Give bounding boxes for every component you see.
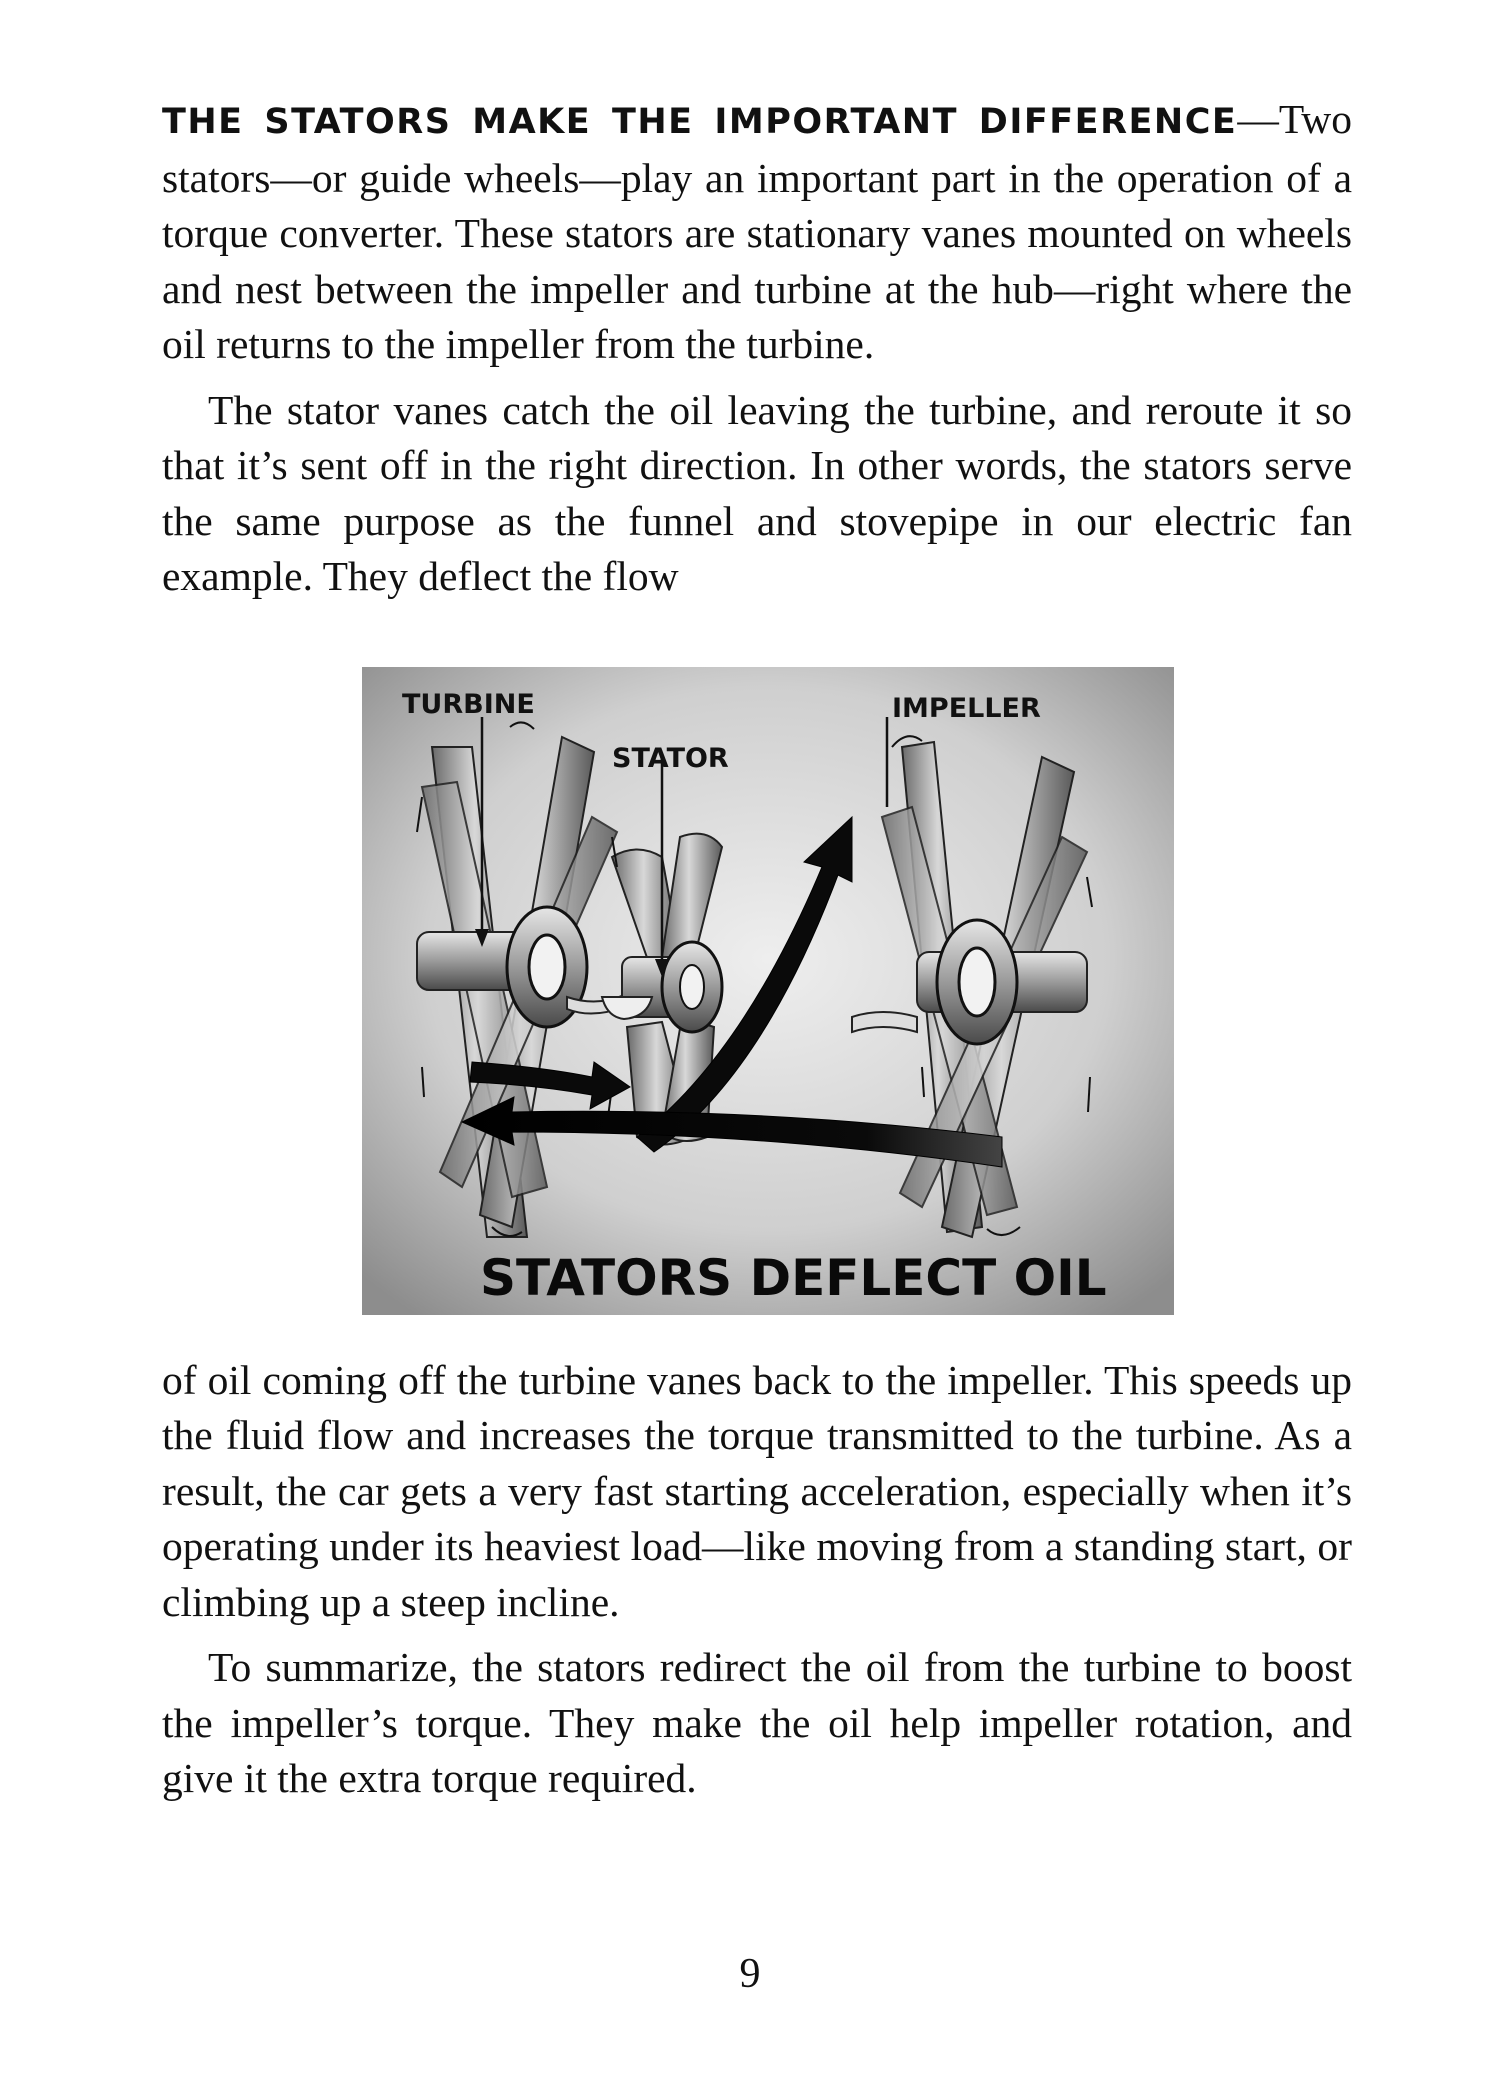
label-turbine: TURBINE	[402, 688, 535, 720]
illustration-graphic	[362, 667, 1174, 1315]
paragraph-2: The stator vanes catch the oil leaving the turbine, and reroute it so that it’s sent off in the right direction. In other words, the stators serve the same purpose as the funnel and stovepipe in our electric fan example. They deflect the flow	[162, 386, 1352, 599]
page-body	[162, 92, 1352, 1807]
paragraph-1-text: —Two stators—or guide wheels—play an important part in the operation of a torque converter. These stators are stationary vanes mounted on wheels and nest between the impeller and turbine at the hub—right where the oil returns to the impeller from the turbine.	[162, 96, 1352, 367]
paragraph-3: of oil coming off the turbine vanes back to the impeller. This speeds up the fluid flow and increases the torque transmitted to the turbine. As a result, the car gets a very fast starting acceleration, especially when it’s operating under its heaviest load—like moving from a standing start, or climbing up a steep incline.	[162, 1356, 1352, 1625]
section-heading: THE STATORS MAKE THE IMPORTANT DIFFERENCE	[162, 102, 1238, 142]
paragraph-4: To summarize, the stators redirect the oil from the turbine to boost the impeller’s torque. They make the oil help impeller rotation, and give it the extra torque required.	[162, 1644, 1352, 1801]
page-number: 9	[739, 1951, 761, 1997]
figure-caption: STATORS DEFLECT OIL	[480, 1248, 1107, 1307]
label-stator: STATOR	[612, 742, 729, 774]
label-impeller: IMPELLER	[892, 692, 1041, 724]
paragraph-1	[162, 92, 1352, 373]
stator-illustration	[362, 667, 1174, 1315]
